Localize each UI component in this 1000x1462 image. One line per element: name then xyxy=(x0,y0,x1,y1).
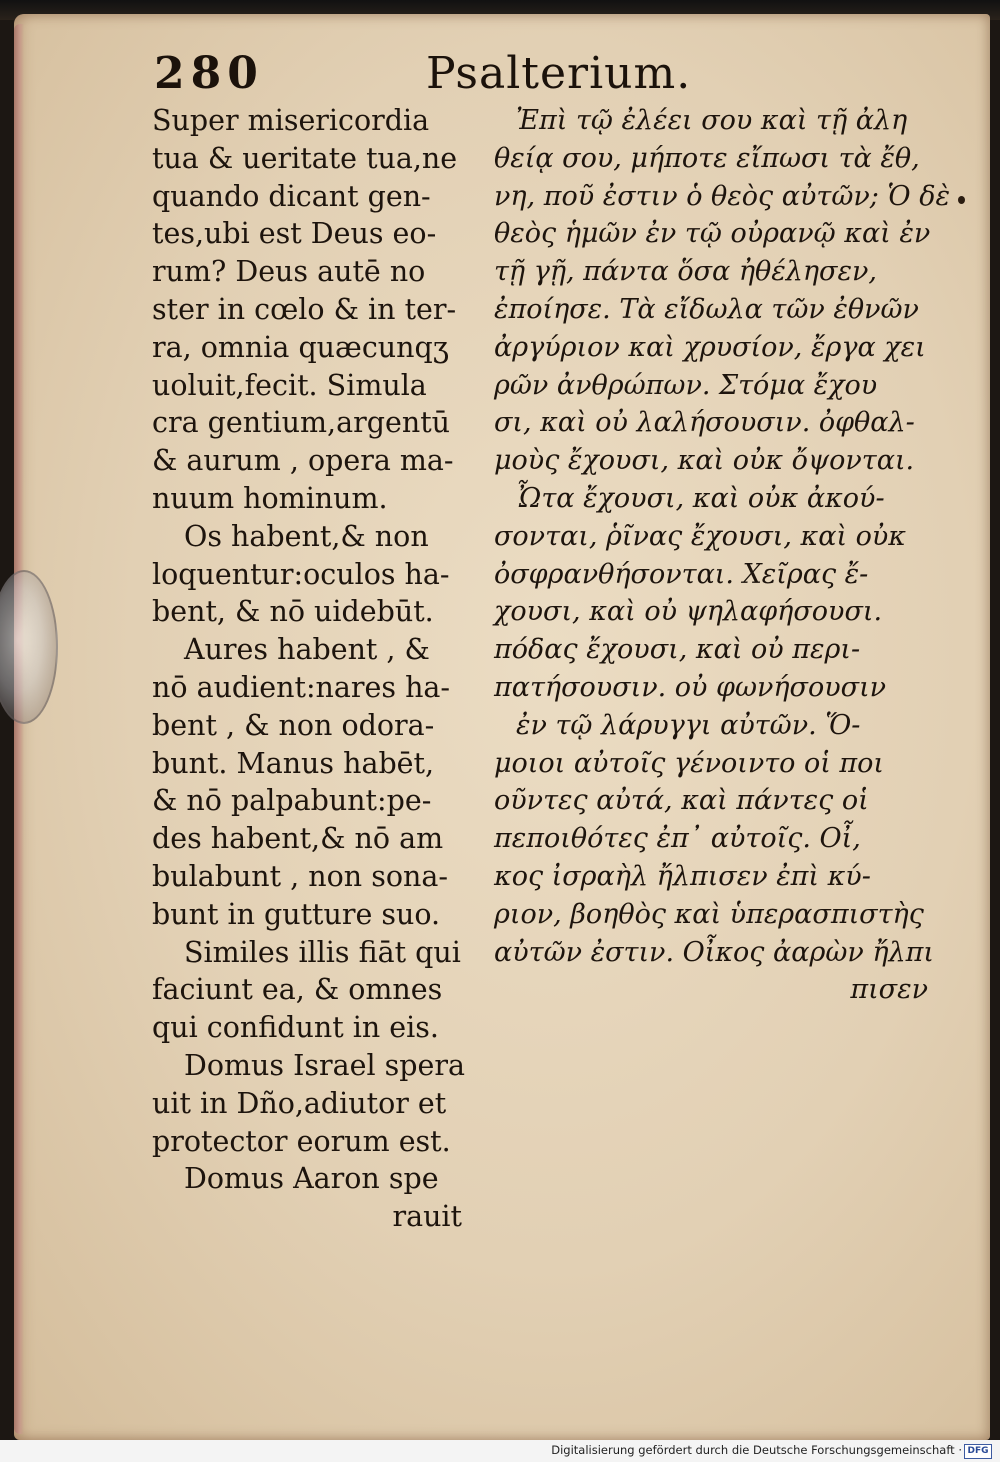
latin-text-column xyxy=(152,102,482,1236)
greek-text-line: σι, καὶ οὐ λαλήσουσιν. ὀφθαλ- xyxy=(494,407,915,439)
greek-text-line: πεποιθότες ἐπ᾽ αὐτοῖς. Οἶ, xyxy=(494,823,861,855)
greek-text-line: ἐποίησε. Τὰ εἴδωλα τῶν ἐθνῶν xyxy=(494,293,919,325)
greek-text-line: πισεν xyxy=(850,974,928,1006)
latin-text-line: uoluit,fecit. Simula xyxy=(152,368,427,402)
book-page xyxy=(14,14,990,1440)
latin-text-line: Domus Israel spera xyxy=(184,1048,465,1082)
page-header xyxy=(14,44,990,104)
greek-text-line: αὐτῶν ἐστιν. Οἶκος ἀαρὼν ἤλπι xyxy=(494,936,934,968)
latin-text-line: cra gentium,argentū xyxy=(152,406,450,440)
greek-text-line: ἀργύριον καὶ χρυσίον, ἔργα χει xyxy=(494,331,926,363)
latin-text-line: ra, omnia quæcunqʒ xyxy=(152,330,449,364)
latin-text-line: rum? Deus autē no xyxy=(152,255,426,289)
greek-text-line: μοὺς ἔχουσι, καὶ οὐκ ὄψονται. xyxy=(494,445,915,477)
greek-text-line: Ἐπὶ τῷ ἐλέει σου καὶ τῇ ἀλη xyxy=(516,105,908,136)
latin-text-line: bunt in gutture suo. xyxy=(152,897,441,931)
page-number: 280 xyxy=(154,48,264,99)
greek-text-line: οῦντες αὐτά, καὶ πάντες οἱ xyxy=(494,785,869,817)
latin-text-line: des habent,& nō am xyxy=(152,822,444,856)
dfg-logo: DFG xyxy=(964,1444,992,1459)
greek-text-line: Ὦτα ἔχουσι, καὶ οὐκ ἀκού- xyxy=(516,482,885,514)
greek-text-line: ρῶν ἀνθρώπων. Στόμα ἔχου xyxy=(494,369,878,401)
page-edge-shading xyxy=(14,24,24,1434)
latin-text-line: bent, & nō uidebūt. xyxy=(152,595,434,629)
latin-text-line: quando dicant gen- xyxy=(152,179,431,213)
latin-text-line: Aures habent , & xyxy=(184,633,430,667)
latin-text-line: Domus Aaron spe xyxy=(184,1162,439,1196)
latin-text-line: bent , & non odora- xyxy=(152,708,435,742)
greek-text-line: πόδας ἔχουσι, καὶ οὐ περι- xyxy=(494,634,861,666)
latin-text-line: bulabunt , non sona- xyxy=(152,859,448,893)
greek-text-line: ριον, βοηθὸς καὶ ὑπερασπιστὴς xyxy=(494,898,924,930)
greek-text-line: θεὸς ἡμῶν ἐν τῷ οὐρανῷ καὶ ἐν xyxy=(494,218,931,250)
latin-text-line: bunt. Manus habēt, xyxy=(152,746,435,780)
greek-text-line: ὀσφρανθήσονται. Χεῖρας ἔ- xyxy=(494,558,869,590)
greek-text-line: πατήσουσιν. οὐ φωνήσουσιν xyxy=(494,671,887,703)
latin-text-line: qui confidunt in eis. xyxy=(152,1011,439,1045)
greek-text-line: μοιοι αὐτοῖς γένοιντο οἱ ποι xyxy=(494,747,885,779)
greek-text-line: ἐν τῷ λάρυγγι αὐτῶν. Ὅ- xyxy=(516,709,861,741)
latin-text-line: tes,ubi est Deus eo- xyxy=(152,217,437,251)
latin-text-line: Similes illis fiāt qui xyxy=(184,935,461,969)
greek-text-line: θείᾳ σου, μήποτε εἴπωσι τὰ ἔθ, xyxy=(494,142,920,174)
latin-text-line: & aurum , opera ma- xyxy=(152,444,454,478)
greek-text-line: χουσι, καὶ οὐ ψηλαφήσουσι. xyxy=(494,596,883,628)
latin-text-line: tua & ueritate tua,ne xyxy=(152,141,458,175)
greek-text-line: τῇ γῇ, πάντα ὅσα ἠθέλησεν, xyxy=(494,256,877,288)
latin-text-line: uit in Dño,adiutor et xyxy=(152,1086,447,1120)
footer-bar xyxy=(0,1440,1000,1462)
greek-text-line: σονται, ῥῖνας ἔχουσι, καὶ οὐκ xyxy=(494,520,907,552)
running-title: Psalterium. xyxy=(426,48,692,99)
latin-text-line: rauit xyxy=(392,1200,462,1234)
ink-spot xyxy=(958,196,965,204)
greek-text-line: νη, ποῦ ἐστιν ὁ θεὸς αὐτῶν; Ὁ δὲ xyxy=(494,180,950,212)
greek-text-line: κος ἰσραὴλ ἤλπισεν ἐπὶ κύ- xyxy=(494,860,871,892)
latin-text-line: loquentur:oculos ha- xyxy=(152,557,450,591)
latin-text-line: nō audient:nares ha- xyxy=(152,670,451,704)
digitization-notice: Digitalisierung gefördert durch die Deutsche Forschungsgemeinschaft · xyxy=(551,1443,962,1457)
latin-text-line: nuum hominum. xyxy=(152,481,388,515)
latin-text-line: protector eorum est. xyxy=(152,1124,451,1158)
greek-text-column xyxy=(494,102,950,1009)
latin-text-line: Os habent,& non xyxy=(184,519,429,553)
latin-text-line: faciunt ea, & omnes xyxy=(152,973,443,1007)
latin-text-line: Super misericordia xyxy=(152,104,430,137)
latin-text-line: ster in cœlo & in ter- xyxy=(152,292,457,326)
latin-text-line: & nō palpabunt:pe- xyxy=(152,784,432,818)
